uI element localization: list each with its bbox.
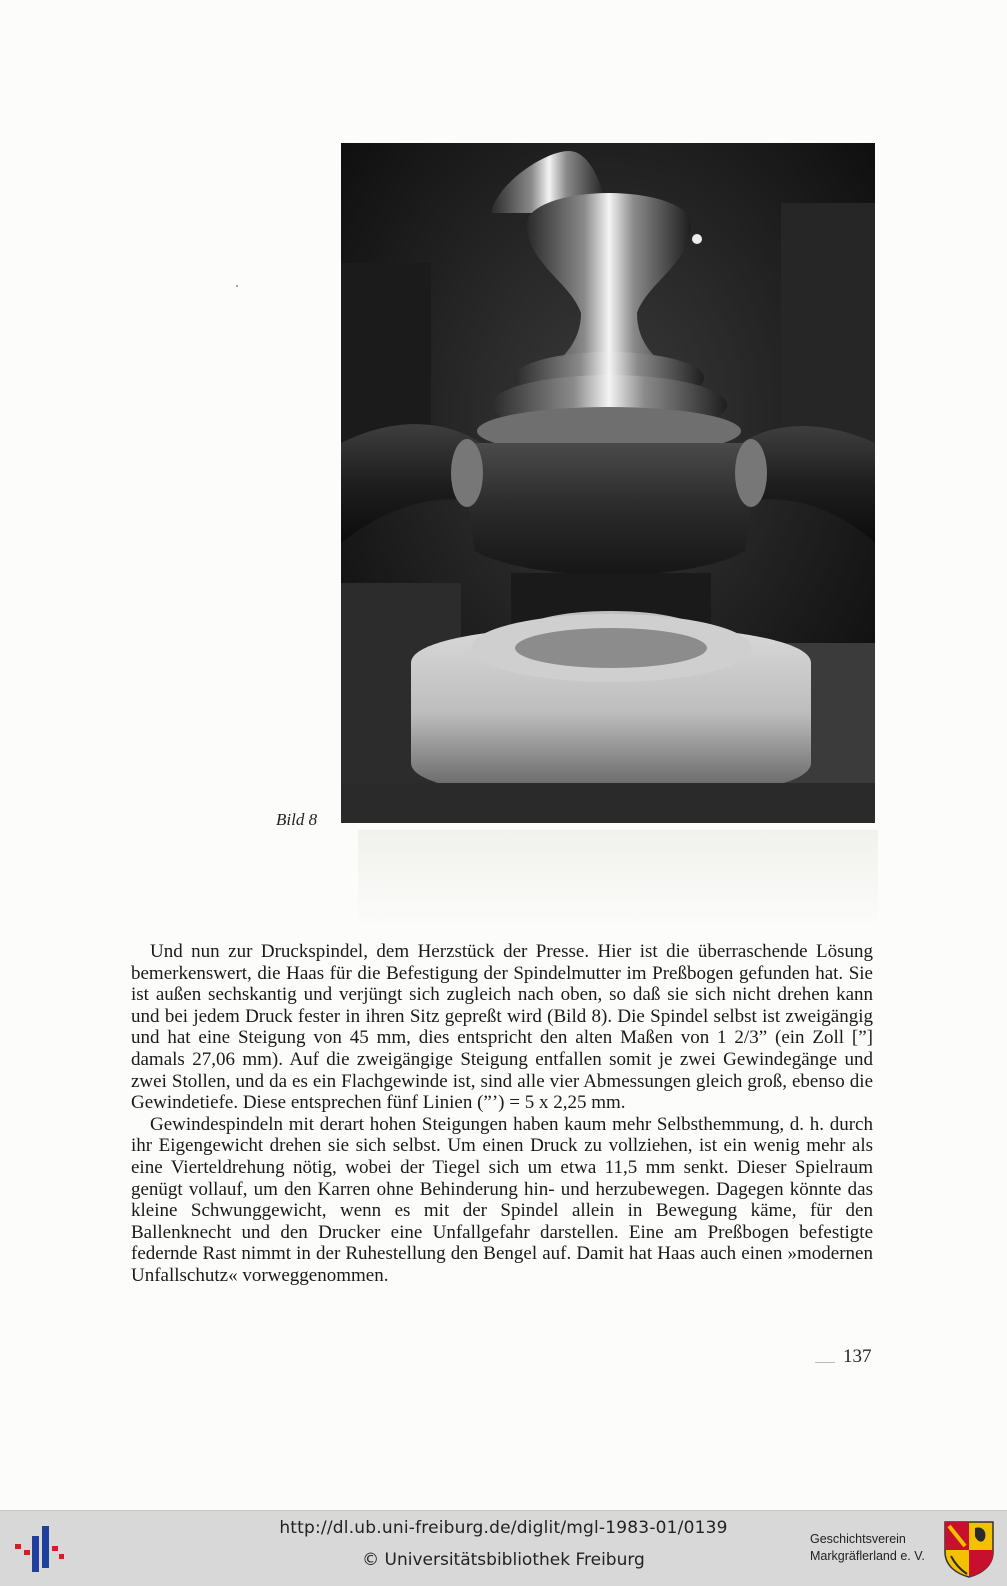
body-text (131, 941, 873, 1287)
coat-of-arms-icon (943, 1520, 995, 1578)
footer-url-link[interactable]: http://dl.ub.uni-freiburg.de/diglit/mgl-1983-01/0139 (279, 1518, 728, 1538)
association-line-2: Markgräflerland e. V. (810, 1549, 925, 1563)
figure-photograph (341, 143, 875, 823)
spindle-photo-illustration (341, 143, 875, 823)
page-number-rule (815, 1362, 835, 1363)
footer-copyright: © Universitätsbibliothek Freiburg (362, 1550, 645, 1570)
print-bleed-shadow (358, 830, 878, 930)
scan-speck (236, 285, 238, 287)
page-number: 137 (843, 1346, 872, 1367)
paragraph-1: Und nun zur Druckspindel, dem Herzstück der Presse. Hier ist die überraschende Lösung bemerkenswert, die Haas für die Befestigung der Spindelmutter im Preßbogen gefunden hat. Sie ist außen sechskantig und verjüngt sich zugleich nach oben, so daß sie sich nicht drehen kann und bei jedem Druck fester in ihren Sitz gepreßt wird (Bild 8). Die Spindel selbst ist zweigängig und hat eine Steigung von 45 mm, dies entspricht den alten Maßen von 1 2/3” (ein Zoll [”] damals 27,06 mm). Auf die zweigängige Steigung entfallen somit je zwei Gewindegänge und zwei Stollen, und da es ein Flachgewinde ist, sind alle vier Abmessungen gleich groß, ebenso die Gewindetiefe. Diese entsprechen fünf Linien (”’) = 5 x 2,25 mm. (131, 941, 873, 1114)
association-name (810, 1531, 925, 1565)
paragraph-2: Gewindespindeln mit derart hohen Steigungen haben kaum mehr Selbsthemmung, d. h. durch ihr Eigengewicht drehen sie sich selbst. Um einen Druck zu vollziehen, ist ein wenig mehr als eine Vierteldrehung nötig, wobei der Tiegel sich um etwa 11,5 mm senkt. Dieser Spielraum genügt vollauf, um den Karren ohne Behinderung hin- und herzubewegen. Dagegen könnte das kleine Schwunggewicht, wenn es mit der Spindel allein in Bewegung käme, für den Ballenknecht und den Drucker eine Unfallgefahr darstellen. Eine am Preßbogen befestigte federnde Rast nimmt in der Ruhestellung den Bengel auf. Damit hat Haas auch einen »modernen Unfallschutz« vorweggenommen. (131, 1113, 873, 1286)
figure-label: Bild 8 (276, 810, 318, 829)
association-line-1: Geschichtsverein (810, 1532, 906, 1546)
